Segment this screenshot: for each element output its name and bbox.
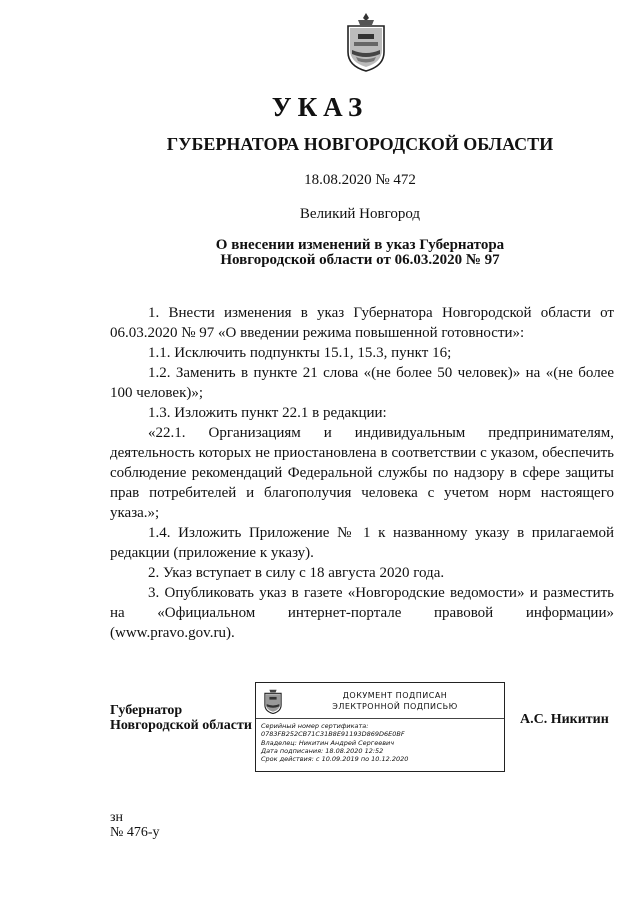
electronic-signature-stamp [255, 682, 505, 772]
paragraph: 2. Указ вступает в силу с 18 августа 2020 года. [148, 565, 445, 581]
paragraph: 1.4. Изложить Приложение № 1 к названному указу в прилагаемой редакции (приложение к указу). [110, 525, 614, 561]
document-title: УКАЗ [271, 92, 369, 122]
stamp-line: Дата подписания: 18.08.2020 12:52 [261, 746, 384, 755]
stamp-details [256, 719, 504, 763]
paragraph: 1. Внести изменения в указ Губернатора Новгородской области от 06.03.2020 № 97 «О введении режима повышенной готовности»: [110, 305, 614, 341]
paragraph: «22.1. Организациям и индивидуальным предпринимателям, деятельность которых не приостановлена в соответствии с указом, обеспечить соблюдение рекомендаций Федеральной службы по надзору в сфере защиты прав потребителей и благополучия человека с учетом норм настоящего указа.»; [110, 425, 614, 521]
stamp-line: Срок действия: с 10.09.2019 по 10.12.2020 [261, 755, 409, 764]
paragraph: 1.2. Заменить в пункте 21 слова «(не более 50 человек)» на «(не более 100 человек)»; [110, 365, 614, 401]
signatory-name: А.С. Никитин [520, 712, 609, 727]
document-footer [110, 810, 160, 840]
position-line: Губернатор [110, 703, 183, 718]
footer-number: № 476-у [110, 825, 160, 840]
stamp-line: Владелец: Никитин Андрей Сергеевич [261, 738, 395, 747]
stamp-header [256, 683, 504, 719]
stamp-title-line: ДОКУМЕНТ ПОДПИСАН [342, 691, 448, 700]
stamp-line: Серийный номер сертификата: [261, 722, 369, 730]
paragraph: 1.3. Изложить пункт 22.1 в редакции: [148, 405, 387, 421]
date-number: 18.08.2020 № 472 [304, 172, 416, 188]
decree-body [110, 303, 614, 643]
position-line: Новгородской области [110, 718, 252, 733]
paragraph: 1.1. Исключить подпункты 15.1, 15.3, пункт 16; [148, 345, 452, 361]
stamp-title-line: ЭЛЕКТРОННОЙ ПОДПИСЬЮ [332, 702, 458, 711]
stamp-line: 0783FB252CB71C31B8E91193D869D6E0BF [261, 730, 405, 739]
paragraph: 3. Опубликовать указ в газете «Новгородские ведомости» и разместить на «Официальном интернет-портале правовой информации» (www.pravo.gov.ru). [110, 585, 614, 641]
heading-line: Новгородской области от 06.03.2020 № 97 [220, 252, 500, 268]
document-subtitle: ГУБЕРНАТОРА НОВГОРОДСКОЙ ОБЛАСТИ [166, 134, 554, 154]
city: Великий Новгород [299, 206, 421, 222]
footer-initials: зн [110, 810, 124, 825]
signatory-position [110, 703, 252, 733]
stamp-title [290, 690, 500, 712]
decree-heading [0, 238, 640, 268]
coat-of-arms-icon [262, 687, 284, 714]
coat-of-arms-icon [344, 12, 388, 72]
heading-line: О внесении изменений в указ Губернатора [215, 237, 505, 253]
